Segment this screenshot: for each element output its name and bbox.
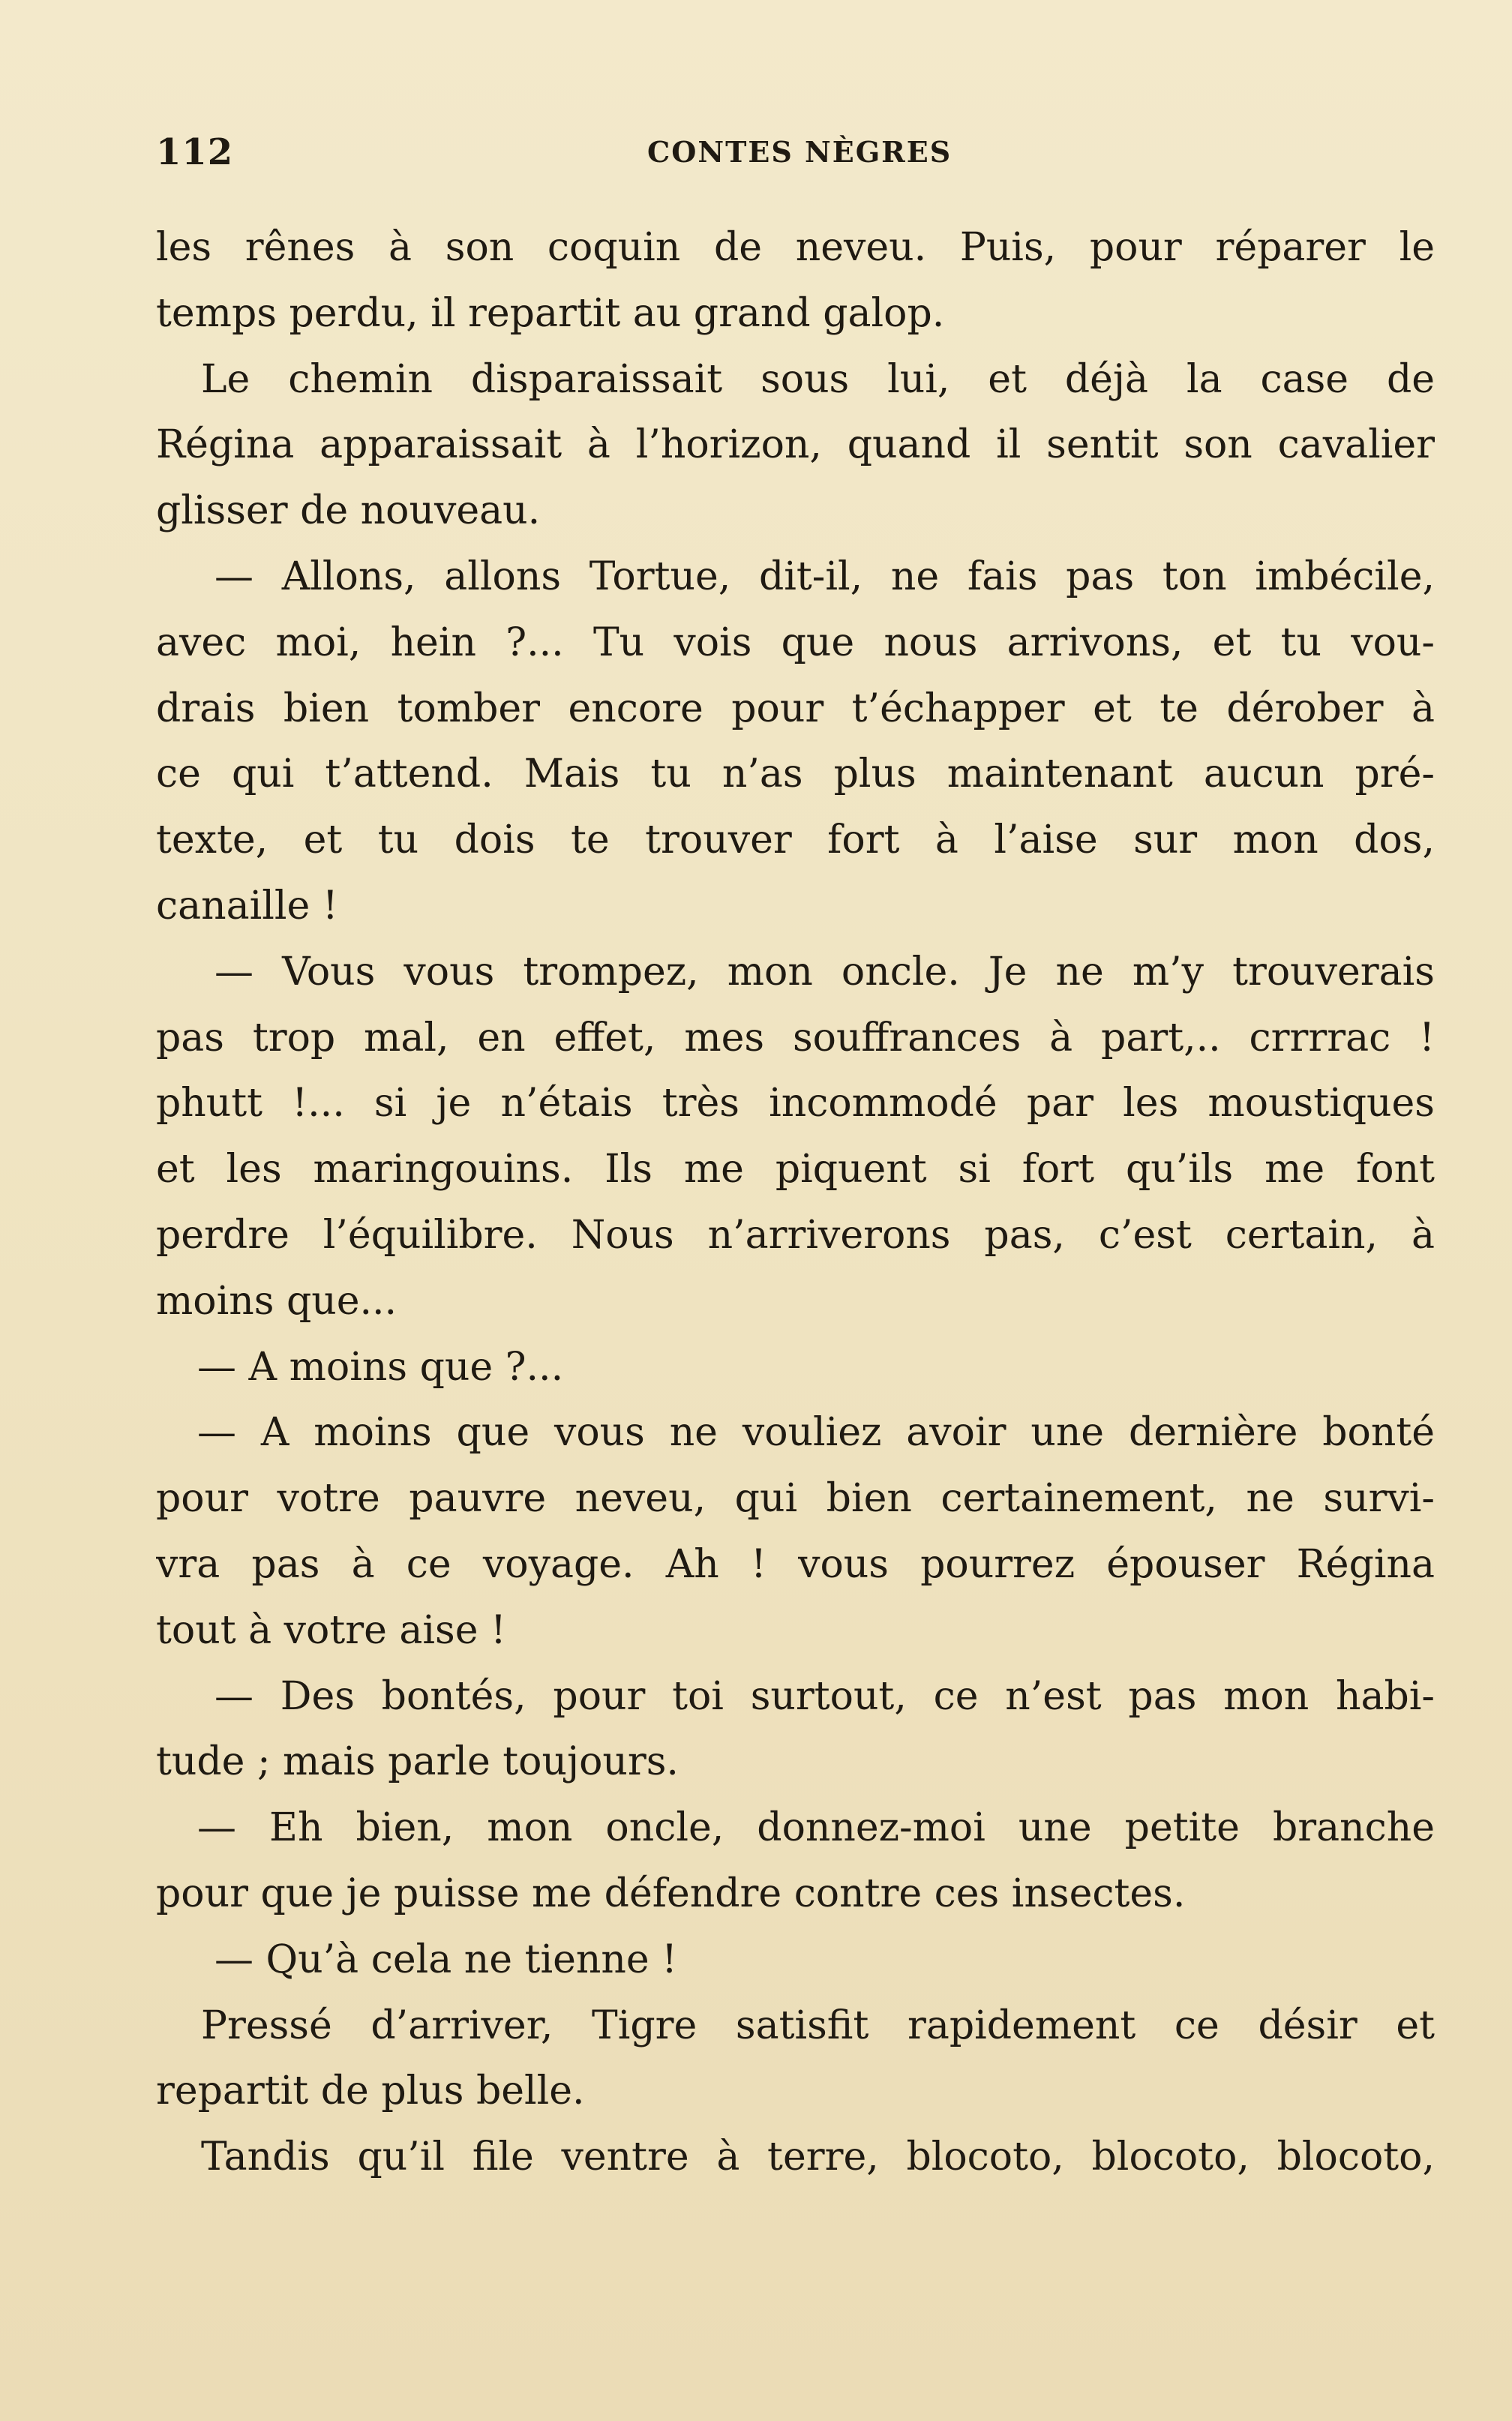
text-line: pour que je puisse me défendre contre ces insectes. xyxy=(156,1870,1186,1916)
text-line: perdre l’équilibre. Nous n’arriverons pas, c’est certain, à xyxy=(156,1212,1435,1258)
text-line: vra pas à ce voyage. Ah ! vous pourrez épouser Régina xyxy=(156,1541,1435,1587)
text-line: Tandis qu’il file ventre à terre, blocoto, blocoto, blocoto, xyxy=(201,2134,1435,2180)
text-line: ce qui t’attend. Mais tu n’as plus maintenant aucun pré- xyxy=(156,752,1435,797)
text-line: tout à votre aise ! xyxy=(156,1607,506,1653)
text-line: Pressé d’arriver, Tigre satisfit rapidement ce désir et xyxy=(201,2002,1435,2048)
text-line: Le chemin disparaissait sous lui, et déjà la case de xyxy=(201,356,1435,402)
running-title: CONTES NÈGRES xyxy=(647,135,952,169)
text-line: pour votre pauvre neveu, qui bien certainement, ne survi- xyxy=(156,1476,1435,1522)
text-line: glisser de nouveau. xyxy=(156,488,541,534)
text-line: Régina apparaissait à l’horizon, quand il sentit son cavalier xyxy=(156,422,1435,468)
text-line: texte, et tu dois te trouver fort à l’aise sur mon dos, xyxy=(156,818,1435,863)
text-line: tude ; mais parle toujours. xyxy=(156,1739,679,1785)
body-text xyxy=(156,215,1435,2191)
text-line: repartit de plus belle. xyxy=(156,2068,585,2114)
page-header xyxy=(156,126,1435,178)
text-line: — A moins que vous ne vouliez avoir une dernière bonté xyxy=(197,1410,1435,1456)
text-line: — Allons, allons Tortue, dit-il, ne fais pas ton imbécile, xyxy=(214,554,1435,599)
text-line: — Des bontés, pour toi surtout, ce n’est pas mon habi- xyxy=(214,1673,1435,1719)
text-line: les rênes à son coquin de neveu. Puis, pour réparer le xyxy=(156,225,1435,270)
text-line: drais bien tomber encore pour t’échapper et te dérober à xyxy=(156,686,1435,731)
text-line: — Vous vous trompez, mon oncle. Je ne m’y trouverais xyxy=(214,949,1435,994)
text-line: temps perdu, il repartit au grand galop. xyxy=(156,290,945,336)
text-line: — Qu’à cela ne tienne ! xyxy=(214,1936,678,1982)
text-line: pas trop mal, en effet, mes souffrances à part,.. crrrrac ! xyxy=(156,1015,1435,1060)
page-number: 112 xyxy=(156,131,234,173)
text-line: phutt !... si je n’étais très incommodé par les moustiques xyxy=(156,1081,1435,1126)
text-line: et les maringouins. Ils me piquent si fort qu’ils me font xyxy=(156,1147,1435,1192)
text-line: — A moins que ?... xyxy=(197,1344,564,1390)
text-line: canaille ! xyxy=(156,883,338,928)
text-line: moins que... xyxy=(156,1278,398,1324)
text-line: avec moi, hein ?... Tu vois que nous arrivons, et tu vou- xyxy=(156,620,1435,665)
text-line: — Eh bien, mon oncle, donnez-moi une petite branche xyxy=(197,1805,1435,1851)
